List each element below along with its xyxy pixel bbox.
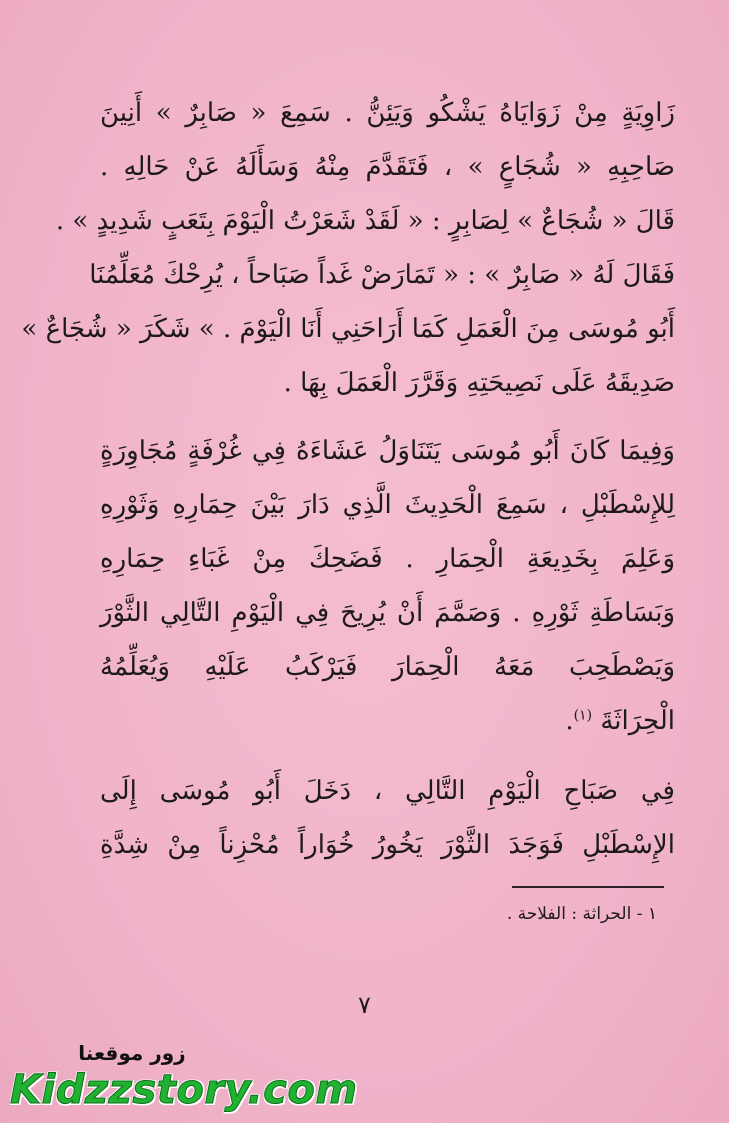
text-line: وَفِيمَا كَانَ أَبُو مُوسَى يَتَنَاوَلُ عَشَاءَهُ فِي غُرْفَةٍ مُجَاوِرَةٍ — [100, 436, 675, 466]
closing-punctuation: . — [565, 706, 574, 736]
text-line: وَبَسَاطَةِ ثَوْرِهِ . وَصَمَّمَ أَنْ يُرِيحَ فِي الْيَوْمِ التَّالِي الثَّوْرَ — [100, 598, 675, 628]
footnote-divider — [512, 886, 664, 888]
text-line: الإِسْطَبْلِ فَوَجَدَ الثَّوْرَ يَخُورُ خُوَاراً مُحْزِناً مِنْ شِدَّةِ — [100, 830, 675, 860]
footnote: ١ - الحراثة : الفلاحة . — [506, 904, 657, 924]
page-number: ٧ — [358, 991, 371, 1019]
paragraph-2 — [100, 436, 675, 760]
text-line: لِلإِسْطَبْلِ ، سَمِعَ الْحَدِيثَ الَّذِي دَارَ بَيْنَ حِمَارِهِ وَثَوْرِهِ — [100, 490, 675, 520]
text-line: وَعَلِمَ بِخَدِيعَةِ الْحِمَارِ . فَضَحِكَ مِنْ غَبَاءِ حِمَارِهِ — [100, 544, 675, 574]
text-line-end: الْحِرَاثَةَ — [600, 706, 675, 736]
text-line: صَدِيقَهُ عَلَى نَصِيحَتِهِ وَقَرَّرَ الْعَمَلَ بِهَا . — [283, 368, 675, 398]
text-line: زَاوِيَةٍ مِنْ زَوَايَاهُ يَشْكُو وَيَئِنُّ . سَمِعَ « صَابِرٌ » أَنِينَ — [100, 98, 675, 128]
text-line: قَالَ « شُجَاعٌ » لِصَابِرٍ : « لَقَدْ شَعَرْتُ الْيَوْمَ بِتَعَبٍ شَدِيدٍ » . — [55, 206, 675, 236]
site-watermark[interactable] — [10, 1040, 358, 1120]
footnote-reference: (١) — [573, 707, 593, 724]
text-line: أَبُو مُوسَى مِنَ الْعَمَلِ كَمَا أَرَاحَنِي أَنَا الْيَوْمَ . » شَكَرَ « شُجَاعٌ » — [21, 314, 675, 344]
paragraph-1 — [21, 98, 675, 422]
text-line-with-footnote — [100, 706, 675, 736]
watermark-logo-text: Kidzzstory.com — [10, 1067, 358, 1113]
watermark-arabic-text: زور موقعنا — [78, 1041, 186, 1065]
text-line: وَيَصْطَحِبَ مَعَهُ الْحِمَارَ فَيَرْكَبُ عَلَيْهِ وَيُعَلِّمُهُ — [100, 652, 675, 682]
text-line: فَقَالَ لَهُ « صَابِرٌ » : « تَمَارَضْ غَداً صَبَاحاً ، يُرِحْكَ مُعَلِّمُنَا — [89, 260, 675, 290]
text-line: صَاحِبِهِ « شُجَاعٍ » ، فَتَقَدَّمَ مِنْهُ وَسَأَلَهُ عَنْ حَالِهِ . — [100, 152, 675, 182]
paragraph-3 — [100, 776, 675, 884]
text-line: فِي صَبَاحِ الْيَوْمِ التَّالِي ، دَخَلَ أَبُو مُوسَى إِلَى — [100, 776, 675, 806]
